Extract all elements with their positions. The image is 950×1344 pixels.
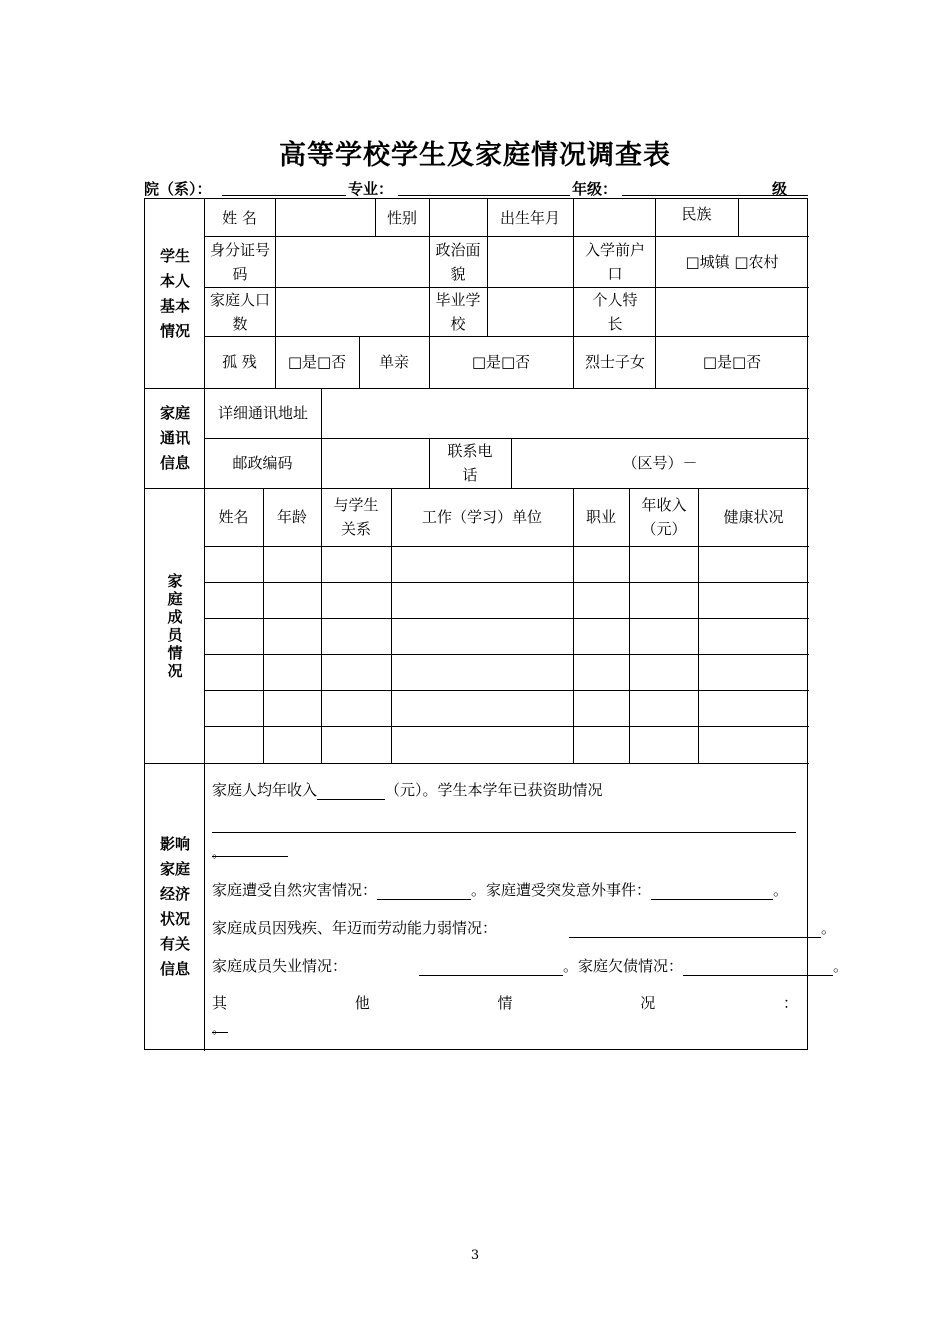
- graduated-school-label: 毕业学校: [435, 290, 481, 333]
- disability-field[interactable]: [569, 921, 821, 938]
- table-row[interactable]: [205, 547, 808, 582]
- col-header-age: 年龄: [276, 508, 307, 526]
- birth-label: 出生年月: [499, 208, 560, 227]
- major-field[interactable]: [398, 195, 570, 196]
- aid-received-end: 。: [212, 842, 288, 857]
- section-student-basic-label: 学生本人基本情况: [159, 246, 190, 340]
- phone-field[interactable]: （区号）－: [622, 454, 698, 472]
- col-header-workplace: 工作（学习）单位: [421, 508, 542, 526]
- debt-field[interactable]: [683, 959, 833, 976]
- family-size-field[interactable]: [275, 287, 429, 336]
- specialty-field[interactable]: [655, 287, 809, 336]
- graduated-school-field[interactable]: [487, 287, 573, 336]
- birth-field[interactable]: [573, 199, 655, 236]
- page-number: 3: [470, 1248, 480, 1263]
- per-capita-income-line: 家庭人均年收入 （元）。学生本学年已获资助情况: [212, 781, 603, 799]
- natural-disaster-field[interactable]: [377, 883, 471, 900]
- major-label: 专业：: [348, 180, 394, 198]
- id-number-label: 身分证号码: [209, 240, 270, 283]
- household-label: 入学前户口: [584, 240, 645, 283]
- section-contact-label: 家庭通讯信息: [159, 403, 190, 472]
- address-field[interactable]: [321, 388, 809, 438]
- col-header-name: 姓名: [218, 508, 249, 526]
- martyr-options[interactable]: □是□否: [702, 353, 762, 371]
- table-row[interactable]: [205, 691, 808, 726]
- grade-label: 年级：: [572, 180, 618, 198]
- orphan-options[interactable]: □是□否: [287, 353, 347, 371]
- orphan-label: 孤 残: [222, 353, 257, 371]
- specialty-label: 个人特长: [592, 290, 638, 333]
- col-header-occupation: 职业: [585, 508, 616, 526]
- table-row[interactable]: [205, 727, 808, 762]
- section-family-members-label: 家庭成员情况: [167, 571, 183, 680]
- other-info-label: 其 他 情 况 ：: [212, 994, 798, 1012]
- postcode-label: 邮政编码: [232, 454, 293, 472]
- unemployment-field[interactable]: [419, 959, 563, 976]
- grade-suffix: 级: [772, 180, 788, 198]
- other-info-field[interactable]: 。: [212, 1018, 228, 1033]
- gender-field[interactable]: [429, 199, 487, 236]
- name-label: 姓 名: [222, 208, 257, 227]
- ethnicity-field[interactable]: [738, 199, 809, 236]
- family-size-label: 家庭人口数: [209, 290, 270, 333]
- form-header: [144, 176, 808, 198]
- per-capita-income-field[interactable]: [317, 783, 385, 800]
- accident-field[interactable]: [651, 883, 773, 900]
- name-field[interactable]: [275, 199, 375, 236]
- ethnicity-label: 民族: [681, 205, 712, 223]
- phone-label: 联系电话: [447, 442, 493, 484]
- dept-label: 院（系）：: [144, 180, 212, 198]
- dept-field[interactable]: [222, 195, 346, 196]
- section-economic-info-label: 影响家庭经济状况有关信息: [159, 835, 190, 978]
- address-label: 详细通讯地址: [217, 404, 308, 422]
- disability-line: 家庭成员因残疾、年迈而劳动能力弱情况： 。: [212, 919, 837, 937]
- table-row[interactable]: [205, 583, 808, 618]
- table-row[interactable]: [205, 655, 808, 690]
- table-row[interactable]: [205, 619, 808, 654]
- political-label: 政治面貌: [435, 240, 481, 283]
- col-header-health: 健康状况: [723, 508, 784, 526]
- id-number-field[interactable]: [275, 236, 429, 287]
- household-options[interactable]: □城镇 □农村: [685, 252, 779, 271]
- political-field[interactable]: [487, 236, 573, 287]
- gender-label: 性别: [386, 208, 417, 227]
- col-header-income: 年收入（元）: [641, 496, 687, 538]
- martyr-label: 烈士子女: [585, 353, 646, 371]
- single-parent-options[interactable]: □是□否: [471, 353, 531, 371]
- disaster-line: 家庭遭受自然灾害情况： 。家庭遭受突发意外事件： 。: [212, 881, 789, 899]
- single-parent-label: 单亲: [378, 353, 409, 371]
- postcode-field[interactable]: [321, 438, 429, 488]
- aid-received-field[interactable]: [212, 832, 796, 833]
- unemployment-line: 家庭成员失业情况： 。家庭欠债情况： 。: [212, 957, 849, 975]
- col-header-relation: 与学生关系: [333, 496, 379, 538]
- page-title: 高等学校学生及家庭情况调查表: [279, 140, 671, 171]
